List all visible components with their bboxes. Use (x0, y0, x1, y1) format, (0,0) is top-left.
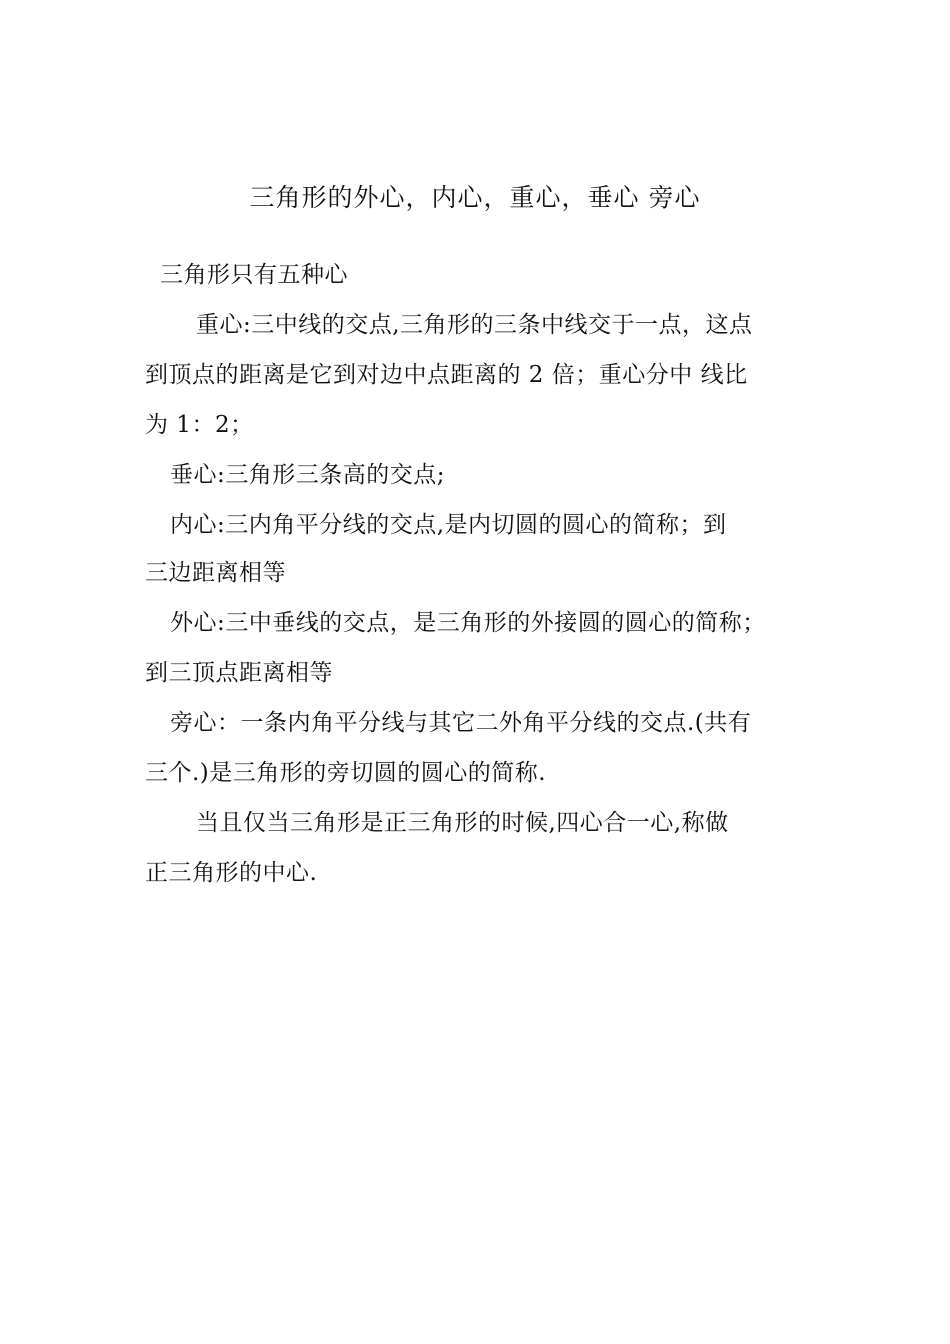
conclusion-line-2: 正三角形的中心. (145, 860, 318, 886)
intro-line: 三角形只有五种心 (160, 262, 348, 288)
circumcenter-line-2: 到三顶点距离相等 (145, 660, 333, 686)
conclusion-line-1: 当且仅当三角形是正三角形的时候,四心合一心,称做 (196, 810, 729, 836)
incenter-line-2: 三边距离相等 (145, 560, 286, 586)
excenter-line-1: 旁心：一条内角平分线与其它二外角平分线的交点.(共有 (170, 710, 752, 736)
centroid-line-3: 为 1：2； (145, 412, 254, 438)
incenter-line-1: 内心:三内角平分线的交点,是内切圆的圆心的简称；到 (170, 512, 727, 538)
centroid-line-1: 重心:三中线的交点,三角形的三条中线交于一点，这点 (196, 312, 753, 338)
excenter-line-2: 三个.)是三角形的旁切圆的圆心的简称. (145, 760, 547, 786)
centroid-line-2: 到顶点的距离是它到对边中点距离的 2 倍；重心分中 线比 (145, 362, 748, 388)
document-title: 三角形的外心，内心，重心，垂心 旁心 (249, 183, 701, 212)
orthocenter-line-1: 垂心:三角形三条高的交点; (170, 462, 445, 488)
circumcenter-line-1: 外心:三中垂线的交点，是三角形的外接圆的圆心的简称； (170, 610, 766, 636)
